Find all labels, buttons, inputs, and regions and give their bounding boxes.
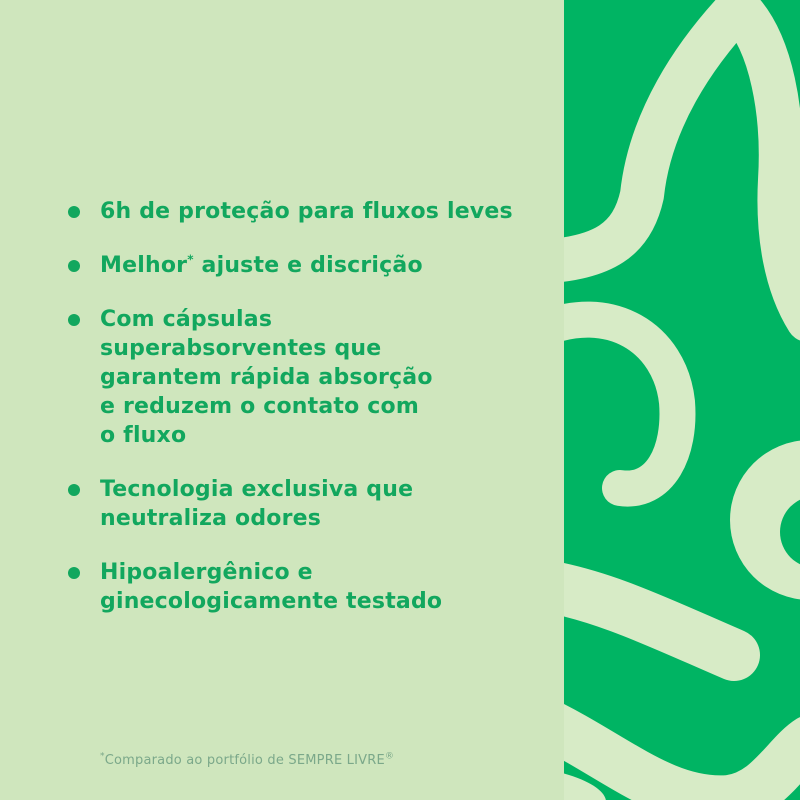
benefit-item (68, 305, 548, 450)
benefit-line: 6h de proteção para fluxos leves (100, 199, 513, 224)
registered-mark-icon: ® (384, 751, 395, 762)
benefit-line: Com cápsulas (100, 307, 273, 332)
bullet-dot-icon (68, 260, 80, 272)
decorative-swirl-panel (564, 0, 800, 800)
swirl-pattern-svg (564, 0, 800, 800)
benefit-item (68, 197, 548, 226)
benefit-item (68, 251, 548, 280)
benefit-line: e reduzem o contato com (100, 394, 419, 419)
benefit-line: neutraliza odores (100, 506, 322, 531)
asterisk-superscript: * (187, 252, 194, 267)
benefit-text (100, 305, 433, 450)
benefit-line: o fluxo (100, 423, 187, 448)
benefit-line-rest: ajuste e discrição (193, 253, 423, 278)
benefits-list (68, 197, 548, 641)
benefit-item (68, 475, 548, 533)
benefit-text (100, 251, 423, 280)
bullet-dot-icon (68, 484, 80, 496)
benefit-text (100, 475, 413, 533)
footnote-asterisk: * (100, 751, 105, 762)
benefit-line-pre: Melhor (100, 253, 188, 278)
benefit-line: superabsorventes que (100, 336, 382, 361)
footnote (100, 752, 394, 770)
benefit-item (68, 558, 548, 616)
bullet-dot-icon (68, 314, 80, 326)
benefit-line: Tecnologia exclusiva que (100, 477, 414, 502)
bullet-dot-icon (68, 567, 80, 579)
benefit-line: garantem rápida absorção (100, 365, 433, 390)
benefit-line (100, 251, 423, 280)
footnote-text: Comparado ao portfólio de SEMPRE LIVRE (104, 753, 385, 768)
benefit-text (100, 197, 513, 226)
bullet-dot-icon (68, 206, 80, 218)
benefit-line: Hipoalergênico e (100, 560, 313, 585)
benefit-text (100, 558, 442, 616)
benefit-line: ginecologicamente testado (100, 589, 443, 614)
